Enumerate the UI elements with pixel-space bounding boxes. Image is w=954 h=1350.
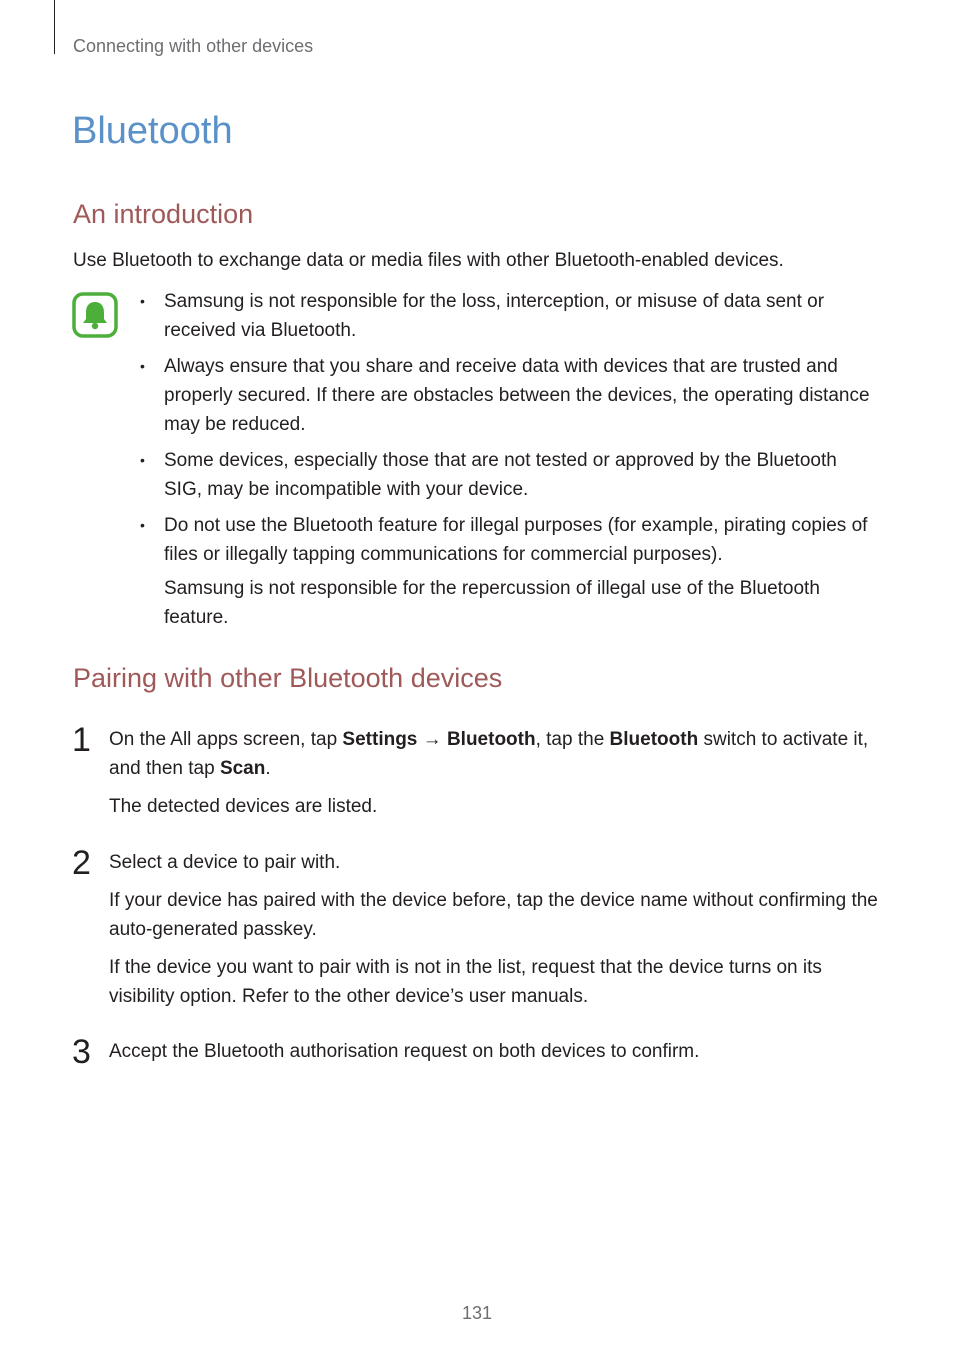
step-3-body bbox=[109, 1037, 884, 1066]
step-number: 2 bbox=[72, 844, 91, 882]
list-item: • Some devices, especially those that are not tested or approved by the Bluetooth SIG, may be incompatible with your device. bbox=[140, 450, 837, 500]
step-2-body bbox=[109, 848, 884, 1011]
header-rule bbox=[54, 0, 55, 54]
step-2-note: If the device you want to pair with is not in the list, request that the device turns on its visibility option. Refer to the other device’s user manuals. bbox=[109, 957, 822, 1007]
note-list bbox=[140, 287, 880, 639]
step-3-instruction: Accept the Bluetooth authorisation request on both devices to confirm. bbox=[109, 1041, 700, 1062]
step-1-instruction: On the All apps screen, tap Settings → Bluetooth, tap the Bluetooth switch to activate it, and then tap Scan. bbox=[109, 729, 869, 779]
bell-icon bbox=[72, 292, 118, 338]
page-title: Bluetooth bbox=[72, 110, 233, 152]
page-number: 131 bbox=[461, 1303, 493, 1323]
step-2-note: If your device has paired with the device before, tap the device name without confirming the auto-generated passkey. bbox=[109, 890, 878, 940]
section-heading-pairing: Pairing with other Bluetooth devices bbox=[73, 663, 503, 693]
step-1-note: The detected devices are listed. bbox=[109, 796, 378, 817]
step-2-instruction: Select a device to pair with. bbox=[109, 852, 341, 873]
section-heading-introduction: An introduction bbox=[73, 199, 254, 229]
list-item: • Do not use the Bluetooth feature for illegal purposes (for example, pirating copies of files or illegally tapping communications for commercial purposes). Samsung is not responsible for the repercussion of illegal use of the Bluetooth feature. bbox=[140, 515, 868, 628]
list-item: • Samsung is not responsible for the loss, interception, or misuse of data sent or received via Bluetooth. bbox=[140, 291, 825, 341]
intro-paragraph: Use Bluetooth to exchange data or media files with other Bluetooth-enabled devices. bbox=[73, 250, 784, 271]
running-header: Connecting with other devices bbox=[73, 36, 314, 56]
step-number: 1 bbox=[72, 721, 91, 759]
step-number: 3 bbox=[72, 1033, 91, 1071]
step-1-body bbox=[109, 725, 884, 821]
list-item: • Always ensure that you share and receive data with devices that are trusted and properly secured. If there are obstacles between the devices, the operating distance may be reduced. bbox=[140, 356, 870, 435]
